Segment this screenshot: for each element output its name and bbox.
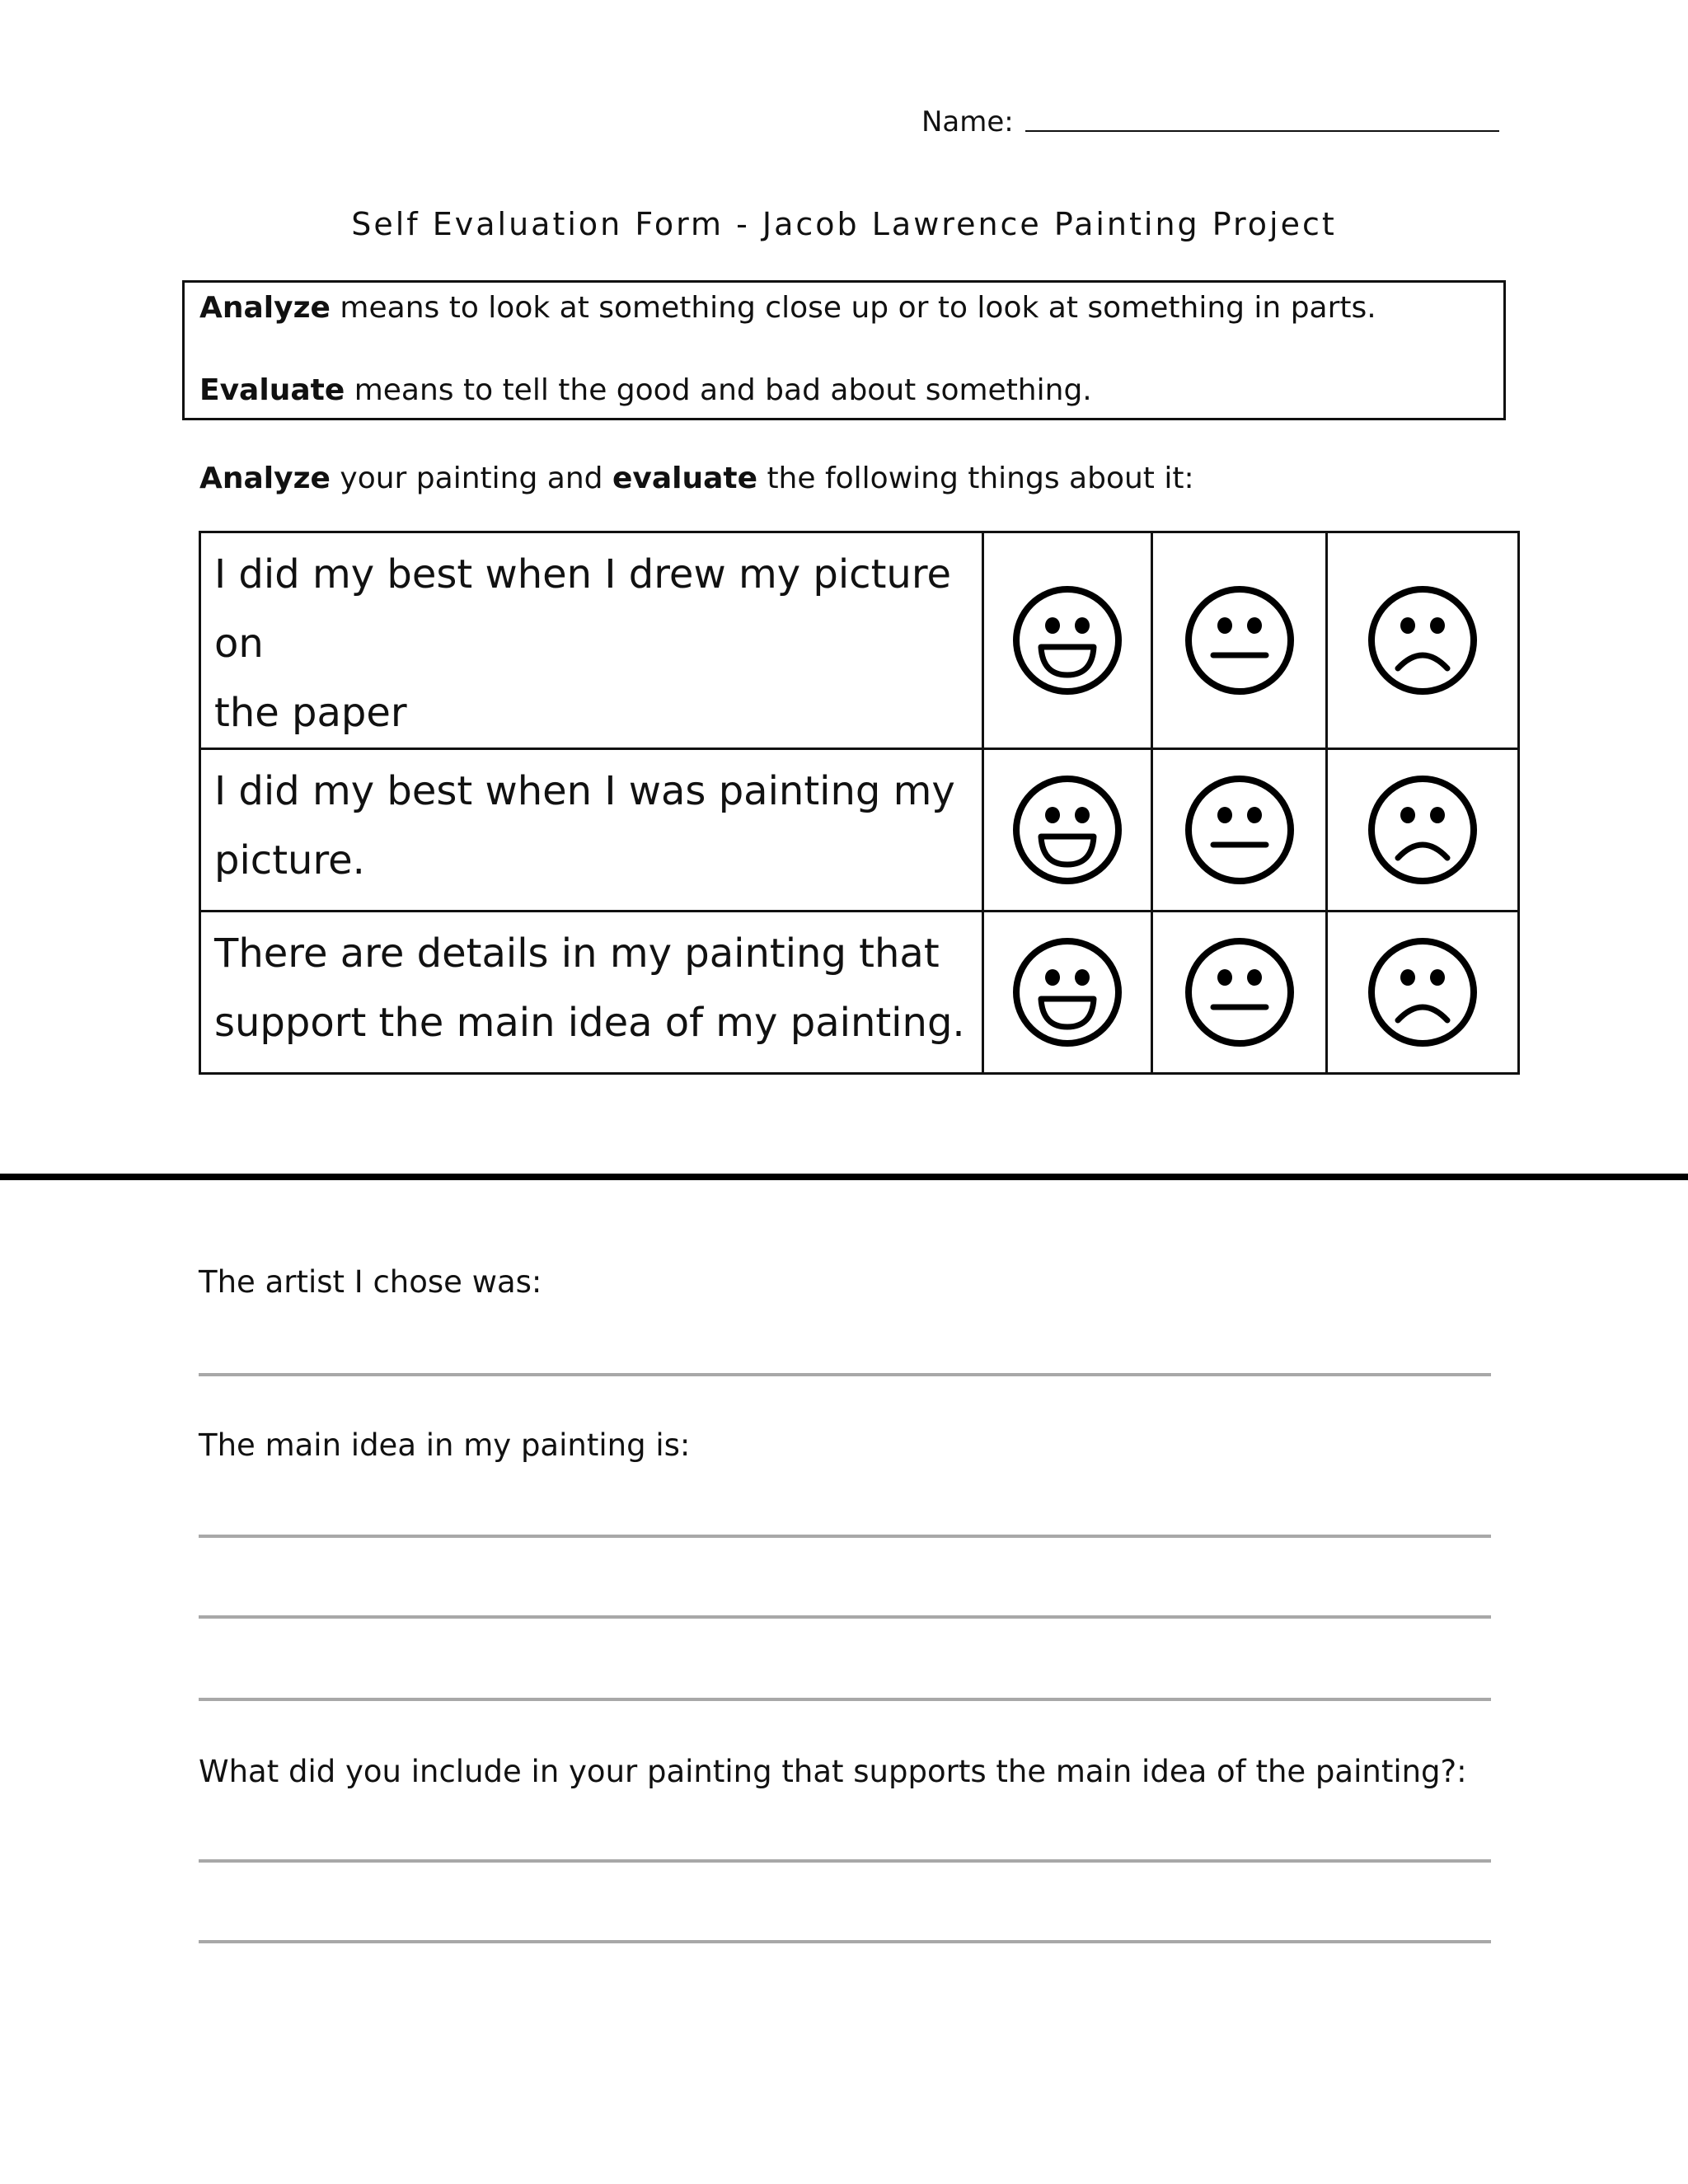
- neutral-face-option[interactable]: [1152, 912, 1327, 1074]
- sad-face-icon: [1365, 632, 1480, 648]
- happy-face-option[interactable]: [983, 749, 1152, 912]
- main-idea-prompt: The main idea in my painting is:: [199, 1427, 691, 1463]
- statement-line-1: There are details in my painting that: [214, 930, 940, 977]
- statement-line-2: support the main idea of my painting.: [214, 1000, 965, 1046]
- main-idea-answer-line[interactable]: [199, 1698, 1491, 1701]
- sad-face-option[interactable]: [1327, 912, 1519, 1074]
- happy-face-option[interactable]: [983, 532, 1152, 749]
- artist-answer-line[interactable]: [199, 1373, 1491, 1376]
- instruction-term-evaluate: evaluate: [612, 462, 757, 495]
- instruction-term-analyze: Analyze: [199, 462, 331, 495]
- name-field[interactable]: [921, 97, 1499, 138]
- neutral-face-icon: [1182, 632, 1297, 648]
- instruction: [199, 462, 1194, 495]
- rating-row: [200, 532, 1519, 749]
- analyze-term: Analyze: [199, 291, 331, 325]
- statement-line-1: I did my best when I drew my picture on: [214, 551, 952, 667]
- analyze-definition-text: means to look at something close up or to look at something in parts.: [330, 291, 1376, 325]
- sad-face-option[interactable]: [1327, 532, 1519, 749]
- main-idea-answer-line[interactable]: [199, 1615, 1491, 1619]
- section-divider: [0, 1174, 1688, 1180]
- neutral-face-option[interactable]: [1152, 749, 1327, 912]
- analyze-definition: [199, 291, 1376, 325]
- evaluate-definition-text: means to tell the good and bad about something.: [345, 373, 1092, 407]
- evaluate-term: Evaluate: [199, 373, 345, 407]
- main-idea-answer-line[interactable]: [199, 1535, 1491, 1538]
- sad-face-option[interactable]: [1327, 749, 1519, 912]
- rating-row: [200, 912, 1519, 1074]
- rating-statement: [200, 749, 983, 912]
- supports-prompt: What did you include in your painting that supports the main idea of the painting?:: [199, 1754, 1467, 1789]
- happy-face-icon: [1010, 632, 1125, 648]
- supports-answer-line[interactable]: [199, 1859, 1491, 1863]
- rating-statement: [200, 912, 983, 1074]
- neutral-face-icon: [1182, 822, 1297, 837]
- statement-line-2: picture.: [214, 837, 365, 883]
- rating-table: [199, 531, 1520, 1075]
- statement-line-1: I did my best when I was painting my: [214, 768, 955, 814]
- evaluate-definition: [199, 373, 1092, 407]
- instruction-middle: your painting and: [330, 462, 612, 495]
- statement-line-2: the paper: [214, 690, 407, 736]
- happy-face-icon: [1010, 822, 1125, 837]
- sad-face-icon: [1365, 984, 1480, 1000]
- instruction-end: the following things about it:: [757, 462, 1194, 495]
- rating-statement: [200, 532, 983, 749]
- rating-row: [200, 749, 1519, 912]
- definitions-box: [182, 280, 1506, 420]
- happy-face-option[interactable]: [983, 912, 1152, 1074]
- sad-face-icon: [1365, 822, 1480, 837]
- artist-prompt: The artist I chose was:: [199, 1264, 542, 1300]
- name-input-line[interactable]: [1025, 130, 1499, 132]
- happy-face-icon: [1010, 984, 1125, 1000]
- form-title: Self Evaluation Form - Jacob Lawrence Painting Project: [351, 206, 1337, 242]
- name-label: Name:: [921, 105, 1014, 138]
- neutral-face-icon: [1182, 984, 1297, 1000]
- supports-answer-line[interactable]: [199, 1940, 1491, 1943]
- neutral-face-option[interactable]: [1152, 532, 1327, 749]
